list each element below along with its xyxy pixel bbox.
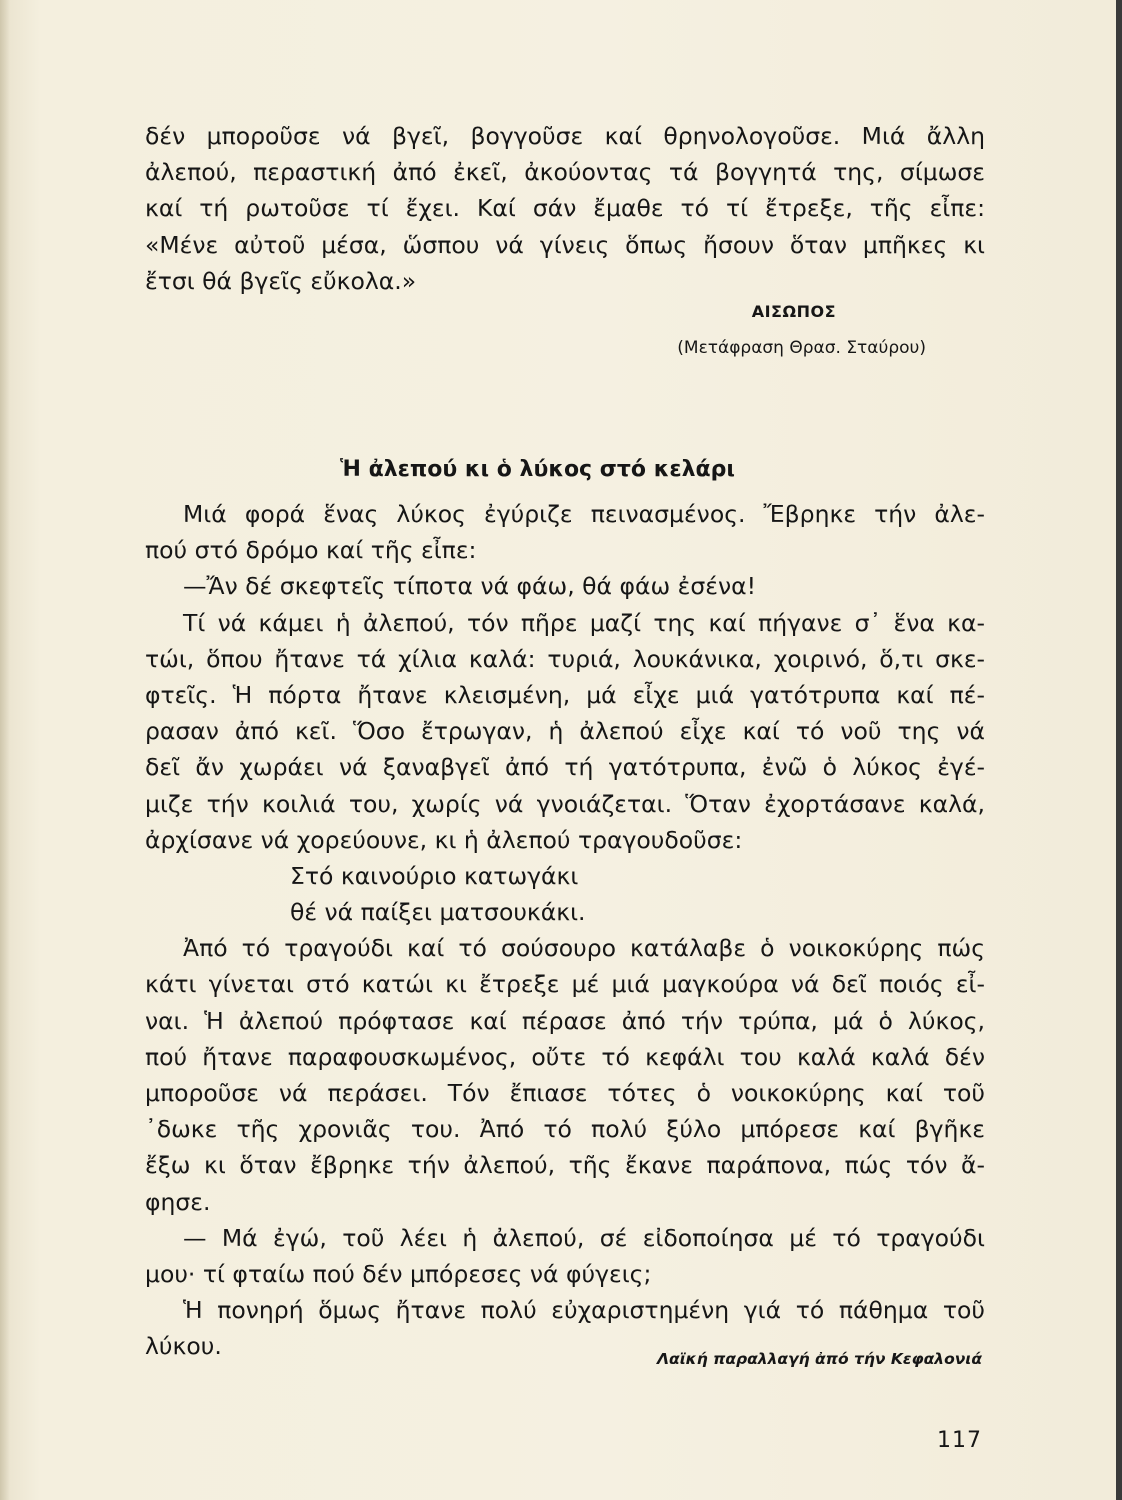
text-line: Μιά φορά ἕνας λύκος ἐγύριζε πεινασμένος. Ἔβρηκε τήν ἀλε- <box>183 500 985 528</box>
first-passage <box>145 118 985 299</box>
text-line: μποροῦσε νά περάσει. Τόν ἔπιασε τότες ὁ νοικοκύρης καί τοῦ <box>145 1079 985 1107</box>
text-line: ἔτσι θά βγεῖς εὔκολα.» <box>145 266 417 295</box>
author-name: ΑΙΣΩΠΟΣ <box>751 302 836 321</box>
text-line: Τί νά κάμει ἡ ἀλεπού, τόν πῆρε μαζί της καί πήγανε σ᾽ ἕνα κα- <box>183 608 985 637</box>
song-verse <box>145 858 985 930</box>
story-body <box>145 496 985 1365</box>
page-edge <box>1116 0 1122 1500</box>
translation-credit: (Μετάφραση Θρασ. Σταύρου) <box>677 338 926 358</box>
dialogue-line: —Ἄν δέ σκεφτεῖς τίποτα νά φάω, θά φάω ἐσένα! <box>183 572 756 601</box>
text-line: φτεῖς. Ἡ πόρτα ἤτανε κλεισμένη, μά εἶχε μιά γατότρυπα καί πέ- <box>145 680 985 709</box>
text-line: ᾽δωκε τῆς χρονιᾶς του. Ἀπό τό πολύ ξύλο μπόρεσε καί βγῆκε <box>145 1115 985 1144</box>
text-line: ρασαν ἀπό κεῖ. Ὅσο ἔτρωγαν, ἡ ἀλεπού εἶχε καί τό νοῦ της νά <box>145 717 985 746</box>
source-credit: Λαϊκή παραλλαγή ἀπό τήν Κεφαλονιά <box>657 1350 982 1368</box>
text-line: πού στό δρόμο καί τῆς εἶπε: <box>145 536 477 565</box>
page-number: 117 <box>937 1428 982 1453</box>
text-line: Ἀπό τό τραγούδι καί τό σούσουρο κατάλαβε ὁ νοικοκύρης πώς <box>183 934 985 963</box>
verse-line: Στό καινούριο κατωγάκι <box>290 861 579 890</box>
text-line: δέν μποροῦσε νά βγεῖ, βογγοῦσε καί θρηνολογοῦσε. Μιά ἄλλη <box>145 122 985 150</box>
text-line: ἀρχίσανε νά χορεύουνε, κι ἡ ἀλεπού τραγουδοῦσε: <box>145 825 743 854</box>
text-line: μιζε τήν κοιλιά του, χωρίς νά γνοιάζεται. Ὅταν ἐχορτάσανε καλά, <box>145 789 985 818</box>
text-line: ναι. Ἡ ἀλεπού πρόφτασε καί πέρασε ἀπό τήν τρύπα, μά ὁ λύκος, <box>145 1006 985 1035</box>
text-line: μου· τί φταίω πού δέν μπόρεσες νά φύγεις; <box>145 1259 652 1288</box>
text-line: ἀλεπού, περαστική ἀπό ἐκεῖ, ἀκούοντας τά βογγητά της, σίμωσε <box>145 158 985 187</box>
text-line: δεῖ ἄν χωράει νά ξαναβγεῖ ἀπό τή γατότρυπα, ἐνῶ ὁ λύκος ἐγέ- <box>145 753 985 782</box>
text-line: φησε. <box>145 1187 211 1216</box>
dialogue-line: — Μά ἐγώ, τοῦ λέει ἡ ἀλεπού, σέ εἰδοποίησα μέ τό τραγούδι <box>183 1223 985 1252</box>
text-line: ἔξω κι ὅταν ἔβρηκε τήν ἀλεπού, τῆς ἔκανε παράπονα, πώς τόν ἄ- <box>145 1151 985 1180</box>
text-line: πού ἤτανε παραφουσκωμένος, οὔτε τό κεφάλι του καλά καλά δέν <box>145 1042 985 1071</box>
text-line: καί τή ρωτοῦσε τί ἔχει. Καί σάν ἔμαθε τό τί ἔτρεξε, τῆς εἶπε: <box>145 194 985 223</box>
verse-line: θέ νά παίξει ματσουκάκι. <box>290 898 586 927</box>
page-gutter-shadow <box>0 0 10 1500</box>
story-title: Ἡ ἀλεπού κι ὁ λύκος στό κελάρι <box>340 457 735 482</box>
text-line: τώι, ὅπου ἤτανε τά χίλια καλά: τυριά, λουκάνικα, χοιρινό, ὅ,τι σκε- <box>145 644 985 673</box>
text-line: Ἡ πονηρή ὅμως ἤτανε πολύ εὐχαριστημένη γιά τό πάθημα τοῦ <box>183 1296 985 1325</box>
text-line: λύκου. <box>145 1332 222 1361</box>
text-line: «Μένε αὐτοῦ μέσα, ὥσπου νά γίνεις ὅπως ἤσουν ὅταν μπῆκες κι <box>145 230 985 259</box>
text-line: κάτι γίνεται στό κατώι κι ἔτρεξε μέ μιά μαγκούρα νά δεῖ ποιός εἶ- <box>145 970 985 999</box>
